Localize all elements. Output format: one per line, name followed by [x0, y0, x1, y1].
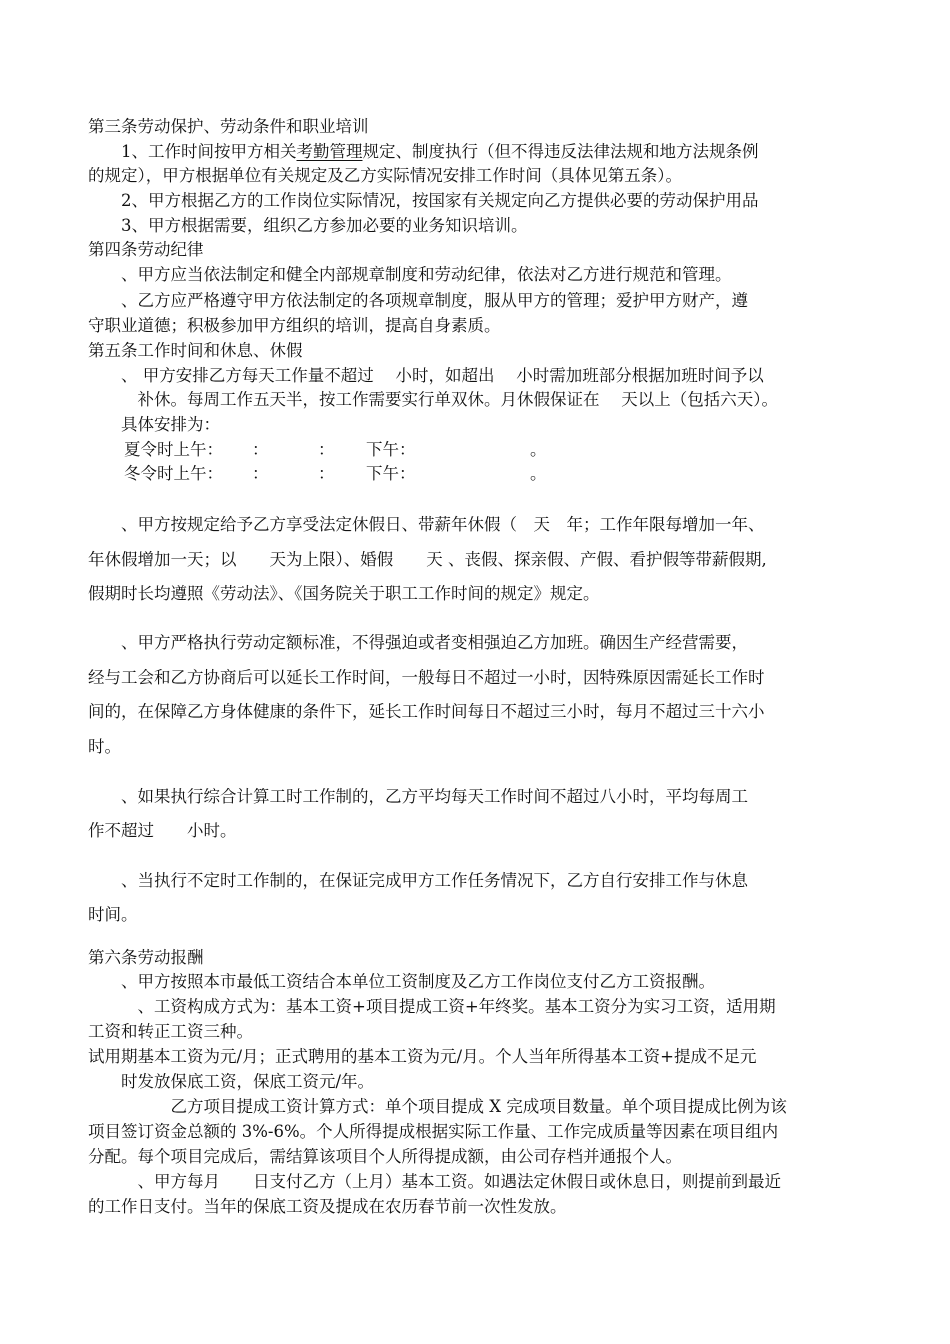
- section-5-item-3-line-2: 经与工会和乙方协商后可以延长工作时间，一般每日不超过一小时，因特殊原因需延长工作时: [88, 668, 765, 687]
- section-6-item-3-line-1: 试用期基本工资为元/月；正式聘用的基本工资为元/月。个人当年所得基本工资+提成不足元: [88, 1047, 757, 1066]
- section-5-item-3-line-1: 、甲方严格执行劳动定额标准，不得强迫或者变相强迫乙方加班。确因生产经营需要，: [88, 633, 748, 652]
- section-5-item-4-line-2: 作不超过 小时。: [88, 821, 237, 840]
- section-3-title: 第三条劳动保护、劳动条件和职业培训: [88, 117, 369, 136]
- section-5-item-1-line-2: 补休。每周工作五天半，按工作需要实行单双休。月休假保证在 天以上（包括六天）。: [88, 390, 778, 409]
- section-5-item-2-line-2: 年休假增加一天；以 天为上限）、婚假 天 、丧假、探亲假、产假、看护假等带薪假期,: [88, 550, 767, 569]
- section-6-item-5-line-2: 的工作日支付。当年的保底工资及提成在农历春节前一次性发放。: [88, 1197, 567, 1216]
- section-6-item-2-line-1: 、工资构成方式为：基本工资+项目提成工资+年终奖。基本工资分为实习工资，适用期: [88, 997, 776, 1016]
- summer-time-colon: ：: [318, 440, 335, 459]
- section-6-item-5-line-1: 、甲方每月 日支付乙方（上月）基本工资。如遇法定休假日或休息日，则提前到最近: [88, 1172, 781, 1191]
- section-4-item-2-line-1: 、乙方应严格遵守甲方依法制定的各项规章制度，服从甲方的管理；爱护甲方财产，遵: [88, 291, 748, 310]
- winter-time-colon: ：: [252, 464, 269, 483]
- section-5-item-3-line-3: 间的，在保障乙方身体健康的条件下，延长工作时间每日不超过三小时，每月不超过三十六小: [88, 702, 765, 721]
- winter-afternoon-label: 下午：: [366, 464, 416, 483]
- section-6-item-1: 、甲方按照本市最低工资结合本单位工资制度及乙方工作岗位支付乙方工资报酬。: [88, 972, 715, 991]
- schedule-label: 具体安排为：: [88, 415, 220, 434]
- section-3-item-2: 2、甲方根据乙方的工作岗位实际情况，按国家有关规定向乙方提供必要的劳动保护用品: [88, 191, 759, 210]
- summer-afternoon-label: 下午：: [366, 440, 416, 459]
- section-5-item-5-line-1: 、当执行不定时工作制的，在保证完成甲方工作任务情况下，乙方自行安排工作与休息: [88, 871, 748, 890]
- section-5-item-4-line-1: 、如果执行综合计算工时工作制的，乙方平均每天工作时间不超过八小时，平均每周工: [88, 787, 748, 806]
- section-5-item-5-line-2: 时间。: [88, 905, 138, 924]
- section-6-item-4-line-3: 分配。每个项目完成后，需结算该项目个人所得提成额，由公司存档并通报个人。: [88, 1147, 682, 1166]
- section-6-item-4-line-1: 乙方项目提成工资计算方式：单个项目提成 X 完成项目数量。单个项目提成比例为该: [88, 1097, 787, 1116]
- text-segment: 1、工作时间按甲方相关: [88, 142, 297, 161]
- winter-morning-label: 冬令时上午：: [124, 464, 223, 483]
- summer-end-mark: 。: [530, 440, 547, 459]
- section-4-item-1: 、甲方应当依法制定和健全内部规章制度和劳动纪律，依法对乙方进行规范和管理。: [88, 265, 732, 284]
- section-4-title: 第四条劳动纪律: [88, 240, 204, 259]
- section-3-item-1-line-2: 的规定），甲方根据单位有关规定及乙方实际情况安排工作时间（具体见第五条）。: [88, 166, 682, 185]
- winter-time-colon: ：: [318, 464, 335, 483]
- section-6-item-2-line-2: 工资和转正工资三种。: [88, 1022, 253, 1041]
- summer-time-colon: ：: [252, 440, 269, 459]
- section-5-item-2-line-1: 、甲方按规定给予乙方享受法定休假日、带薪年休假（ 天 年；工作年限每增加一年、: [88, 515, 765, 534]
- section-5-item-1-line-1: 、 甲方安排乙方每天工作量不超过 小时，如超出 小时需加班部分根据加班时间予以: [88, 366, 764, 385]
- summer-morning-label: 夏令时上午：: [124, 440, 223, 459]
- section-5-item-3-line-4: 时。: [88, 737, 121, 756]
- section-3-item-3: 3、甲方根据需要，组织乙方参加必要的业务知识培训。: [88, 216, 528, 235]
- section-5-item-2-line-3: 假期时长均遵照《劳动法》、《国务院关于职工工作时间的规定》规定。: [88, 584, 600, 603]
- section-3-item-1-line-1: [88, 140, 759, 164]
- winter-end-mark: 。: [530, 464, 547, 483]
- text-segment: 规定、制度执行（但不得违反法律法规和地方法规条例: [362, 142, 759, 161]
- section-6-item-4-line-2: 项目签订资金总额的 3%-6%。个人所得提成根据实际工作量、工作完成质量等因素在项目组内: [88, 1122, 779, 1141]
- section-6-item-3-line-2: 时发放保底工资，保底工资元/年。: [88, 1072, 375, 1091]
- section-4-item-2-line-2: 守职业道德；积极参加甲方组织的培训，提高自身素质。: [88, 316, 501, 335]
- section-5-title: 第五条工作时间和休息、休假: [88, 341, 303, 360]
- section-6-title: 第六条劳动报酬: [88, 948, 204, 967]
- underlined-term: 考勤管理: [296, 142, 363, 161]
